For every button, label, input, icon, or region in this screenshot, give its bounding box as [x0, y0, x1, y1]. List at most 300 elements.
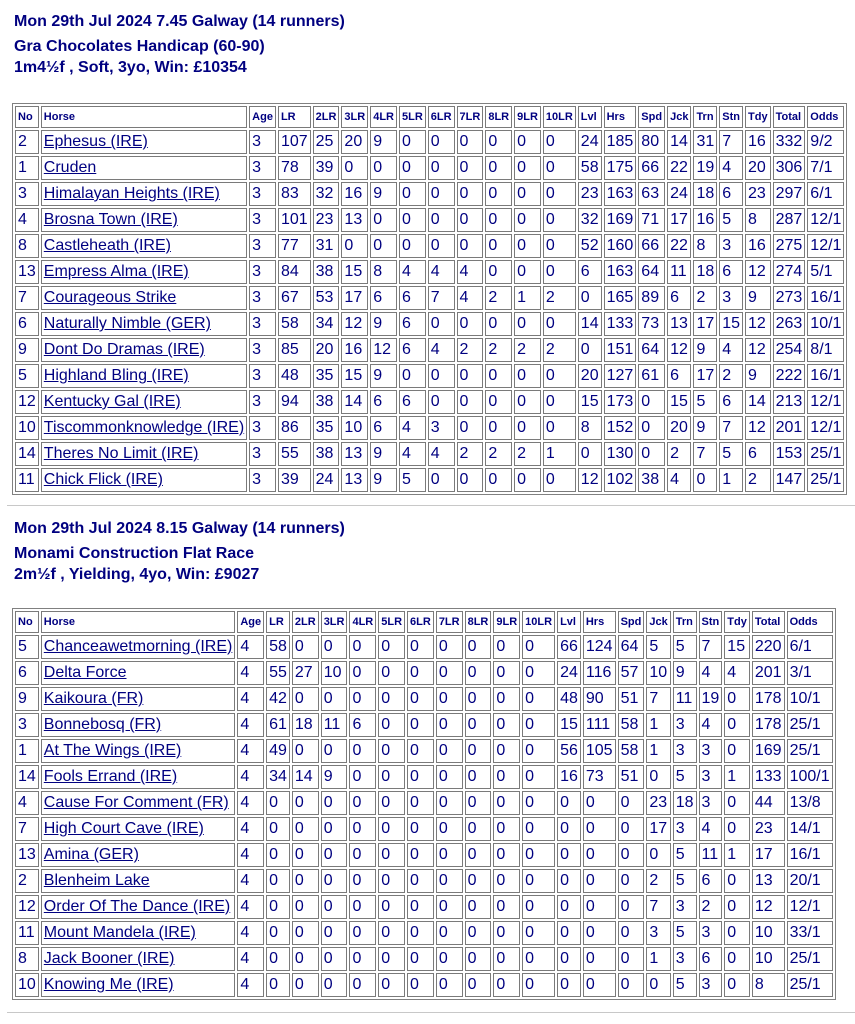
cell-odds: 12/1 — [807, 234, 844, 258]
horse-cell — [41, 843, 236, 867]
column-header[interactable]: Lvl — [578, 106, 602, 128]
column-header[interactable]: Hrs — [604, 106, 637, 128]
cell-stn: 4 — [699, 713, 723, 737]
horse-link[interactable]: Blenheim Lake — [43, 872, 150, 889]
cell-lr: 107 — [278, 130, 311, 154]
column-header[interactable]: 7LR — [457, 106, 484, 128]
cell-7lr: 0 — [436, 687, 463, 711]
cell-2lr: 0 — [292, 843, 319, 867]
cell-lvl: 48 — [557, 687, 581, 711]
cell-hrs: 151 — [604, 338, 637, 362]
cell-hrs: 160 — [604, 234, 637, 258]
cell-3lr: 13 — [341, 468, 368, 492]
cell-age: 4 — [237, 635, 264, 659]
cell-age: 3 — [249, 364, 276, 388]
cell-8lr: 0 — [465, 947, 492, 971]
horse-link[interactable]: Cause For Comment (FR) — [43, 794, 229, 811]
cell-odds: 9/2 — [807, 130, 844, 154]
cell-tdy: 12 — [745, 312, 771, 336]
cell-tdy: 6 — [745, 442, 771, 466]
column-header[interactable]: 8LR — [485, 106, 512, 128]
cell-total: 274 — [773, 260, 806, 284]
horse-link[interactable]: Tiscommonknowledge (IRE) — [43, 419, 245, 436]
horse-link[interactable]: Dont Do Dramas (IRE) — [43, 341, 205, 358]
horse-link[interactable]: Knowing Me (IRE) — [43, 976, 174, 993]
column-header[interactable]: Lvl — [557, 611, 581, 633]
cell-tdy: 20 — [745, 156, 771, 180]
column-header[interactable]: Horse — [41, 611, 236, 633]
cell-3lr: 0 — [321, 895, 348, 919]
cell-odds: 6/1 — [787, 635, 833, 659]
cell-4lr: 8 — [370, 260, 397, 284]
cell-odds: 14/1 — [787, 817, 833, 841]
cell-no: 6 — [15, 312, 39, 336]
cell-4lr: 0 — [349, 817, 376, 841]
cell-stn: 19 — [699, 687, 723, 711]
horse-link[interactable]: Chanceawetmorning (IRE) — [43, 638, 233, 655]
race-name: Gra Chocolates Handicap (60-90) — [14, 38, 265, 55]
cell-5lr: 0 — [399, 156, 426, 180]
column-header[interactable]: LR — [278, 106, 311, 128]
cell-2lr: 0 — [292, 739, 319, 763]
horse-link[interactable]: Theres No Limit (IRE) — [43, 445, 199, 462]
cell-lr: 0 — [266, 817, 290, 841]
cell-total: 201 — [752, 661, 785, 685]
cell-spd: 66 — [638, 234, 665, 258]
cell-9lr: 0 — [493, 947, 520, 971]
cell-lr: 86 — [278, 416, 311, 440]
table-row — [15, 260, 844, 284]
horse-link[interactable]: Delta Force — [43, 664, 127, 681]
horse-link[interactable]: High Court Cave (IRE) — [43, 820, 204, 837]
cell-10lr: 0 — [522, 947, 555, 971]
cell-5lr: 0 — [378, 843, 405, 867]
cell-5lr: 0 — [399, 182, 426, 206]
cell-9lr: 0 — [514, 156, 541, 180]
cell-3lr: 0 — [321, 947, 348, 971]
cell-jck: 17 — [646, 817, 670, 841]
column-header[interactable]: 6LR — [407, 611, 434, 633]
cell-total: 44 — [752, 791, 785, 815]
cell-hrs: 152 — [604, 416, 637, 440]
column-header[interactable]: 10LR — [543, 106, 576, 128]
table-row — [15, 468, 844, 492]
horse-cell — [41, 364, 247, 388]
cell-total: 263 — [773, 312, 806, 336]
cell-5lr: 0 — [399, 208, 426, 232]
cell-age: 3 — [249, 260, 276, 284]
cell-2lr: 0 — [292, 921, 319, 945]
horse-link[interactable]: Cruden — [43, 159, 97, 176]
cell-trn: 9 — [693, 416, 717, 440]
cell-9lr: 1 — [514, 286, 541, 310]
cell-jck: 15 — [667, 390, 691, 414]
column-header[interactable]: Age — [237, 611, 264, 633]
cell-8lr: 0 — [485, 468, 512, 492]
column-header[interactable]: 5LR — [378, 611, 405, 633]
cell-10lr: 0 — [522, 843, 555, 867]
cell-spd: 58 — [618, 713, 645, 737]
table-row — [15, 156, 844, 180]
cell-jck: 4 — [667, 468, 691, 492]
cell-age: 4 — [237, 973, 264, 997]
cell-3lr: 0 — [321, 869, 348, 893]
cell-age: 4 — [237, 869, 264, 893]
cell-8lr: 0 — [465, 791, 492, 815]
cell-trn: 5 — [673, 635, 697, 659]
horse-link[interactable]: Mount Mandela (IRE) — [43, 924, 196, 941]
cell-age: 4 — [237, 895, 264, 919]
runners-table — [12, 608, 836, 1000]
cell-lvl: 14 — [578, 312, 602, 336]
horse-cell — [41, 130, 247, 154]
column-header[interactable]: Stn — [699, 611, 723, 633]
cell-hrs: 90 — [583, 687, 616, 711]
horse-link[interactable]: Kaikoura (FR) — [43, 690, 144, 707]
table-row — [15, 182, 844, 206]
cell-age: 3 — [249, 234, 276, 258]
cell-10lr: 0 — [543, 468, 576, 492]
cell-6lr: 0 — [428, 130, 455, 154]
cell-5lr: 0 — [399, 234, 426, 258]
cell-5lr: 5 — [399, 468, 426, 492]
cell-stn: 6 — [719, 260, 743, 284]
cell-2lr: 38 — [313, 390, 340, 414]
table-row — [15, 442, 844, 466]
cell-2lr: 31 — [313, 234, 340, 258]
cell-7lr: 0 — [457, 312, 484, 336]
column-header[interactable]: 6LR — [428, 106, 455, 128]
cell-hrs: 173 — [604, 390, 637, 414]
cell-3lr: 0 — [321, 973, 348, 997]
cell-10lr: 0 — [543, 208, 576, 232]
cell-jck: 1 — [646, 947, 670, 971]
cell-tdy: 23 — [745, 182, 771, 206]
horse-link[interactable]: Brosna Town (IRE) — [43, 211, 178, 228]
cell-4lr: 9 — [370, 130, 397, 154]
cell-9lr: 0 — [514, 468, 541, 492]
horse-link[interactable]: Ephesus (IRE) — [43, 133, 148, 150]
cell-8lr: 0 — [485, 156, 512, 180]
horse-link[interactable]: Highland Bling (IRE) — [43, 367, 189, 384]
cell-lr: 77 — [278, 234, 311, 258]
horse-link[interactable]: Kentucky Gal (IRE) — [43, 393, 181, 410]
cell-tdy: 0 — [724, 687, 750, 711]
cell-10lr: 2 — [543, 338, 576, 362]
horse-link[interactable]: Jack Booner (IRE) — [43, 950, 175, 967]
column-header[interactable]: 4LR — [349, 611, 376, 633]
cell-4lr: 0 — [370, 234, 397, 258]
cell-8lr: 2 — [485, 442, 512, 466]
cell-10lr: 0 — [522, 817, 555, 841]
cell-5lr: 4 — [399, 416, 426, 440]
cell-lvl: 56 — [557, 739, 581, 763]
horse-link[interactable]: Naturally Nimble (GER) — [43, 315, 211, 332]
cell-trn: 16 — [693, 208, 717, 232]
cell-lvl: 32 — [578, 208, 602, 232]
cell-3lr: 0 — [341, 156, 368, 180]
cell-5lr: 0 — [378, 921, 405, 945]
cell-odds: 3/1 — [787, 661, 833, 685]
cell-no: 11 — [15, 468, 39, 492]
horse-cell — [41, 869, 236, 893]
cell-6lr: 0 — [407, 765, 434, 789]
cell-trn: 9 — [673, 661, 697, 685]
cell-trn: 11 — [673, 687, 697, 711]
cell-7lr: 0 — [457, 130, 484, 154]
horse-link[interactable]: Fools Errand (IRE) — [43, 768, 178, 785]
cell-8lr: 0 — [485, 130, 512, 154]
table-row — [15, 130, 844, 154]
cell-lvl: 0 — [557, 843, 581, 867]
cell-trn: 3 — [673, 947, 697, 971]
cell-3lr: 9 — [321, 765, 348, 789]
cell-4lr: 0 — [349, 869, 376, 893]
column-header[interactable]: 7LR — [436, 611, 463, 633]
cell-trn: 7 — [693, 442, 717, 466]
cell-2lr: 0 — [292, 791, 319, 815]
cell-lr: 0 — [266, 843, 290, 867]
cell-odds: 8/1 — [807, 338, 844, 362]
cell-total: 254 — [773, 338, 806, 362]
column-header[interactable]: Trn — [673, 611, 697, 633]
cell-odds: 16/1 — [807, 286, 844, 310]
horse-link[interactable]: Empress Alma (IRE) — [43, 263, 189, 280]
cell-6lr: 4 — [428, 260, 455, 284]
cell-5lr: 0 — [378, 739, 405, 763]
cell-4lr: 0 — [349, 635, 376, 659]
cell-7lr: 0 — [457, 416, 484, 440]
cell-hrs: 130 — [604, 442, 637, 466]
horse-cell — [41, 895, 236, 919]
horse-cell — [41, 390, 247, 414]
cell-total: 133 — [752, 765, 785, 789]
cell-trn: 5 — [693, 390, 717, 414]
cell-age: 3 — [249, 338, 276, 362]
column-header[interactable]: Spd — [618, 611, 645, 633]
cell-age: 3 — [249, 416, 276, 440]
cell-10lr: 0 — [522, 895, 555, 919]
cell-10lr: 0 — [543, 416, 576, 440]
cell-6lr: 0 — [428, 468, 455, 492]
cell-2lr: 20 — [313, 338, 340, 362]
cell-total: 153 — [773, 442, 806, 466]
column-header[interactable]: 9LR — [514, 106, 541, 128]
column-header[interactable]: Odds — [807, 106, 844, 128]
cell-6lr: 0 — [407, 713, 434, 737]
column-header[interactable]: Odds — [787, 611, 833, 633]
table-row — [15, 687, 833, 711]
column-header[interactable]: 9LR — [493, 611, 520, 633]
column-header[interactable]: Age — [249, 106, 276, 128]
cell-total: 23 — [752, 817, 785, 841]
cell-jck: 6 — [667, 364, 691, 388]
cell-jck: 23 — [646, 791, 670, 815]
cell-7lr: 0 — [436, 921, 463, 945]
cell-spd: 80 — [638, 130, 665, 154]
cell-9lr: 0 — [514, 416, 541, 440]
race-details: 1m4½f , Soft, 3yo, Win: £10354 — [14, 59, 247, 76]
column-header[interactable]: Stn — [719, 106, 743, 128]
cell-5lr: 6 — [399, 286, 426, 310]
cell-stn: 5 — [719, 442, 743, 466]
cell-6lr: 0 — [428, 182, 455, 206]
cell-tdy: 0 — [724, 869, 750, 893]
cell-10lr: 0 — [543, 312, 576, 336]
cell-3lr: 14 — [341, 390, 368, 414]
horse-link[interactable]: Bonnebosq (FR) — [43, 716, 162, 733]
cell-hrs: 0 — [583, 947, 616, 971]
cell-3lr: 0 — [321, 843, 348, 867]
column-header[interactable]: Trn — [693, 106, 717, 128]
cell-trn: 2 — [693, 286, 717, 310]
cell-age: 3 — [249, 130, 276, 154]
race-name: Monami Construction Flat Race — [14, 545, 255, 562]
cell-lvl: 0 — [578, 338, 602, 362]
cell-10lr: 1 — [543, 442, 576, 466]
horse-link[interactable]: Amina (GER) — [43, 846, 139, 863]
column-header[interactable]: 2LR — [292, 611, 319, 633]
column-header[interactable]: Total — [752, 611, 785, 633]
cell-7lr: 0 — [457, 182, 484, 206]
cell-jck: 12 — [667, 338, 691, 362]
cell-2lr: 38 — [313, 260, 340, 284]
column-header[interactable]: No — [15, 611, 39, 633]
column-header[interactable]: Tdy — [724, 611, 750, 633]
column-header[interactable]: Horse — [41, 106, 247, 128]
cell-total: 169 — [752, 739, 785, 763]
cell-age: 3 — [249, 468, 276, 492]
race-section — [0, 507, 855, 585]
cell-5lr: 0 — [378, 635, 405, 659]
cell-stn: 3 — [699, 765, 723, 789]
cell-3lr: 10 — [321, 661, 348, 685]
cell-6lr: 0 — [407, 687, 434, 711]
horse-link[interactable]: At The Wings (IRE) — [43, 742, 182, 759]
column-header[interactable]: 10LR — [522, 611, 555, 633]
column-header[interactable]: 3LR — [341, 106, 368, 128]
cell-jck: 7 — [646, 895, 670, 919]
cell-tdy: 0 — [724, 921, 750, 945]
column-header[interactable]: Jck — [646, 611, 670, 633]
cell-spd: 0 — [638, 390, 665, 414]
cell-odds: 12/1 — [807, 208, 844, 232]
horse-cell — [41, 947, 236, 971]
cell-8lr: 0 — [465, 895, 492, 919]
cell-4lr: 9 — [370, 468, 397, 492]
horse-cell — [41, 973, 236, 997]
cell-9lr: 0 — [493, 791, 520, 815]
column-header[interactable]: LR — [266, 611, 290, 633]
cell-4lr: 0 — [349, 947, 376, 971]
cell-spd: 51 — [618, 687, 645, 711]
cell-trn: 3 — [673, 739, 697, 763]
cell-tdy: 2 — [745, 468, 771, 492]
cell-2lr: 0 — [292, 817, 319, 841]
column-header[interactable]: 8LR — [465, 611, 492, 633]
table-row — [15, 312, 844, 336]
column-header[interactable]: 2LR — [313, 106, 340, 128]
column-header[interactable]: Jck — [667, 106, 691, 128]
cell-odds: 6/1 — [807, 182, 844, 206]
cell-stn: 6 — [699, 869, 723, 893]
cell-total: 297 — [773, 182, 806, 206]
cell-total: 12 — [752, 895, 785, 919]
cell-jck: 10 — [646, 661, 670, 685]
cell-lr: 83 — [278, 182, 311, 206]
column-header[interactable]: No — [15, 106, 39, 128]
column-header[interactable]: Hrs — [583, 611, 616, 633]
cell-spd: 63 — [638, 182, 665, 206]
cell-10lr: 0 — [522, 765, 555, 789]
cell-jck: 2 — [646, 869, 670, 893]
cell-9lr: 2 — [514, 442, 541, 466]
table-row — [15, 208, 844, 232]
cell-lvl: 12 — [578, 468, 602, 492]
horse-cell — [41, 635, 236, 659]
column-header[interactable]: 4LR — [370, 106, 397, 128]
cell-odds: 16/1 — [807, 364, 844, 388]
cell-total: 10 — [752, 921, 785, 945]
table-row — [15, 713, 833, 737]
cell-lr: 101 — [278, 208, 311, 232]
cell-lvl: 24 — [557, 661, 581, 685]
horse-link[interactable]: Himalayan Heights (IRE) — [43, 185, 220, 202]
column-header[interactable]: Tdy — [745, 106, 771, 128]
cell-3lr: 16 — [341, 338, 368, 362]
column-header[interactable]: 5LR — [399, 106, 426, 128]
cell-no: 1 — [15, 739, 39, 763]
cell-trn: 8 — [693, 234, 717, 258]
cell-jck: 3 — [646, 921, 670, 945]
cell-lr: 55 — [266, 661, 290, 685]
cell-lr: 84 — [278, 260, 311, 284]
horse-link[interactable]: Castleheath (IRE) — [43, 237, 171, 254]
column-header[interactable]: Spd — [638, 106, 665, 128]
cell-5lr: 6 — [399, 390, 426, 414]
cell-2lr: 0 — [292, 635, 319, 659]
horse-link[interactable]: Order Of The Dance (IRE) — [43, 898, 231, 915]
column-header[interactable]: Total — [773, 106, 806, 128]
table-row — [15, 635, 833, 659]
cell-hrs: 0 — [583, 817, 616, 841]
horse-link[interactable]: Courageous Strike — [43, 289, 177, 306]
cell-9lr: 2 — [514, 338, 541, 362]
cell-7lr: 0 — [436, 661, 463, 685]
table-row — [15, 739, 833, 763]
cell-no: 3 — [15, 182, 39, 206]
cell-lvl: 23 — [578, 182, 602, 206]
cell-hrs: 163 — [604, 182, 637, 206]
cell-9lr: 0 — [514, 390, 541, 414]
cell-no: 6 — [15, 661, 39, 685]
cell-hrs: 73 — [583, 765, 616, 789]
table-row — [15, 921, 833, 945]
cell-9lr: 0 — [493, 843, 520, 867]
cell-3lr: 0 — [321, 817, 348, 841]
horse-link[interactable]: Chick Flick (IRE) — [43, 471, 163, 488]
cell-jck: 6 — [667, 286, 691, 310]
column-header[interactable]: 3LR — [321, 611, 348, 633]
table-row — [15, 338, 844, 362]
cell-9lr: 0 — [493, 895, 520, 919]
cell-8lr: 0 — [465, 921, 492, 945]
table-row — [15, 364, 844, 388]
cell-6lr: 0 — [407, 947, 434, 971]
cell-trn: 18 — [693, 260, 717, 284]
cell-jck: 13 — [667, 312, 691, 336]
cell-age: 4 — [237, 687, 264, 711]
